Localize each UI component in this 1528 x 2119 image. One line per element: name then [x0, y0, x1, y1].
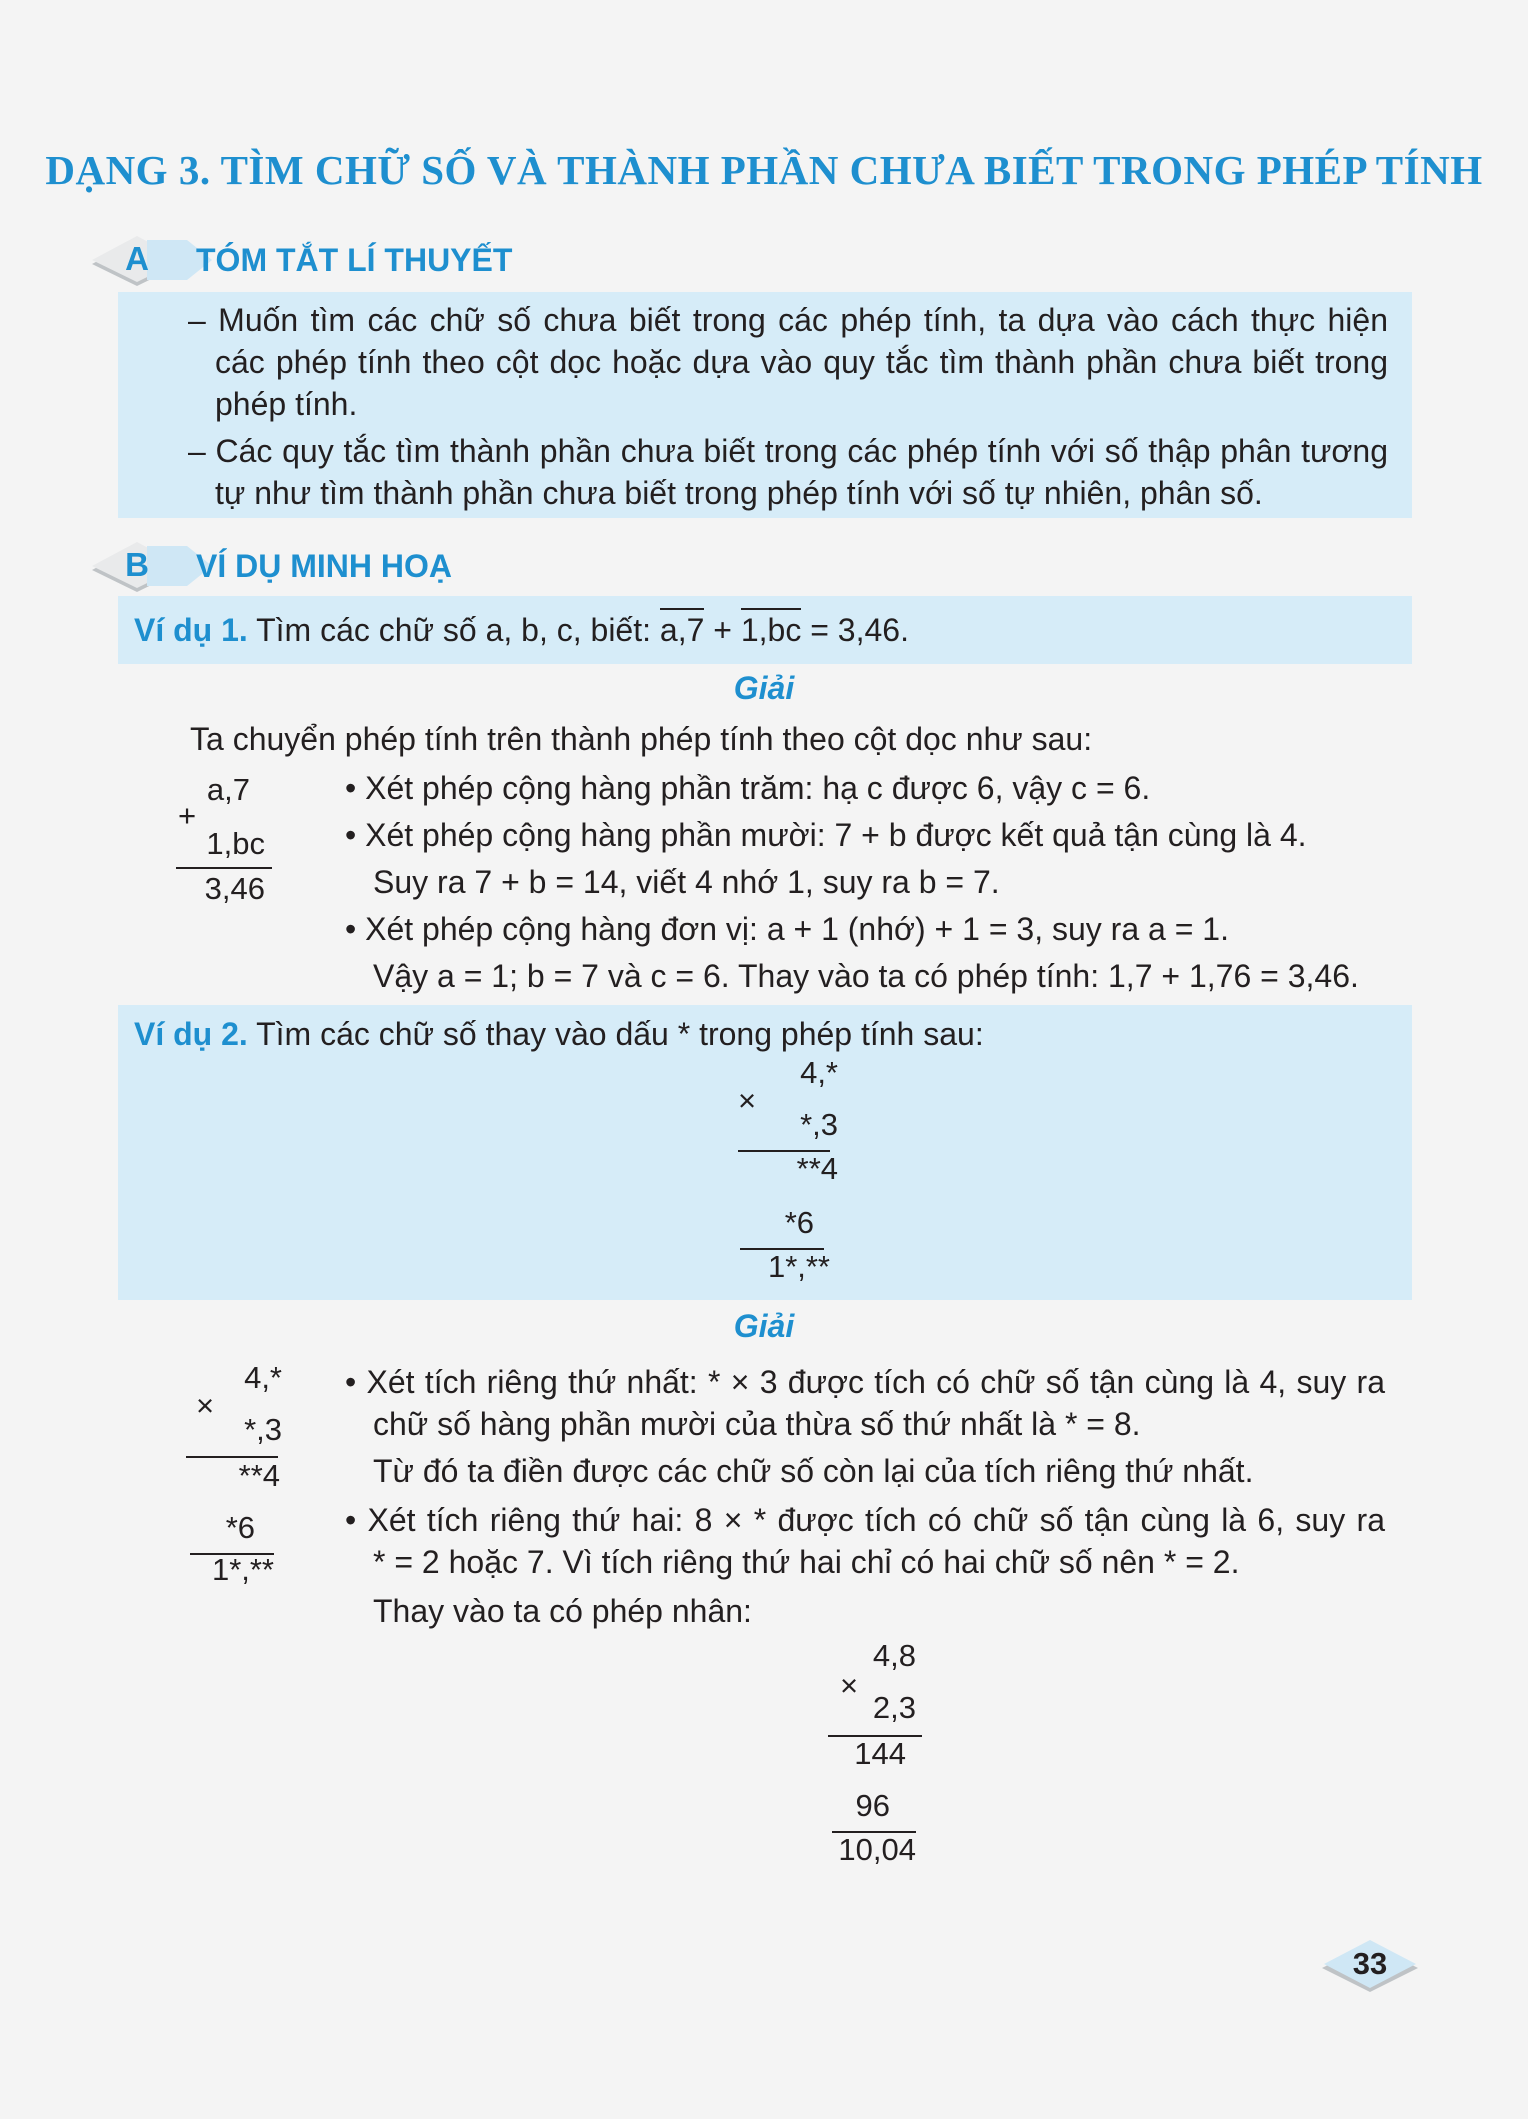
example-1-result: = 3,46. — [810, 612, 909, 648]
sol-mult-row-2: *,3 — [244, 1412, 282, 1447]
solution-1-line-5: Vậy a = 1; b = 7 và c = 6. Thay vào ta có phép tính: 1,7 + 1,76 = 3,46. — [373, 958, 1359, 994]
answer-operator: × — [840, 1668, 859, 1703]
solution-2-line-6: Thay vào ta có phép nhân: — [373, 1593, 752, 1629]
solution-2-line-5: * = 2 hoặc 7. Vì tích riêng thứ hai chỉ có hai chữ số nên * = 2. — [373, 1544, 1240, 1580]
theory-line-3: phép tính. — [215, 386, 358, 422]
sol-mult-partial-2: *6 — [225, 1510, 255, 1545]
solution-1-line-3: Suy ra 7 + b = 14, viết 4 nhớ 1, suy ra b = 7. — [373, 864, 1000, 900]
mult-partial-1: **4 — [796, 1151, 838, 1186]
sol-mult-operator: × — [196, 1388, 215, 1423]
solution-2-line-3: Từ đó ta điền được các chữ số còn lại của tích riêng thứ nhất. — [373, 1453, 1254, 1489]
example-2-statement — [134, 1013, 984, 1055]
solution-2-line-2: chữ số hàng phần mười của thừa số thứ nhất là * = 8. — [373, 1406, 1141, 1442]
theory-line-2: các phép tính theo cột dọc hoặc dựa vào quy tắc tìm thành phần chưa biết trong — [215, 344, 1388, 380]
theory-line-1: – Muốn tìm các chữ số chưa biết trong các phép tính, ta dựa vào cách thực hiện — [188, 302, 1388, 338]
section-a-label: TÓM TẮT LÍ THUYẾT — [196, 242, 513, 278]
example-1-term-1: a,7 — [660, 608, 704, 648]
section-b-label: VÍ DỤ MINH HOẠ — [196, 548, 452, 584]
sol-mult-product: 1*,** — [211, 1552, 274, 1587]
addition-column — [170, 768, 280, 918]
mult-operator: × — [738, 1083, 757, 1118]
page-title: DẠNG 3. TÌM CHỮ SỐ VÀ THÀNH PHẦN CHƯA BIẾT TRONG PHÉP TÍNH — [45, 147, 1483, 193]
page-number-badge — [1320, 1938, 1420, 1992]
page-number: 33 — [1352, 1946, 1388, 1981]
example-2-multiplication — [718, 1055, 838, 1295]
theory-box — [118, 292, 1412, 518]
mult-partial-2: *6 — [784, 1205, 814, 1240]
addition-rule — [176, 867, 272, 869]
theory-line-4: – Các quy tắc tìm thành phần chưa biết trong các phép tính với số thập phân tương — [188, 433, 1388, 469]
solution-1-line-4: • Xét phép cộng hàng đơn vị: a + 1 (nhớ) + 1 = 3, suy ra a = 1. — [345, 911, 1229, 947]
example-1-statement — [134, 609, 909, 651]
example-1-text: Tìm các chữ số a, b, c, biết: — [256, 612, 651, 648]
answer-partial-1: 144 — [854, 1736, 906, 1771]
answer-product: 10,04 — [838, 1832, 916, 1867]
solution-1-line-2: • Xét phép cộng hàng phần mười: 7 + b được kết quả tận cùng là 4. — [345, 817, 1307, 853]
solution-2-line-1: • Xét tích riêng thứ nhất: * × 3 được tích có chữ số tận cùng là 4, suy ra — [345, 1364, 1385, 1400]
solution-1-heading: Giải — [733, 670, 795, 706]
section-a-letter: A — [125, 240, 149, 277]
addition-row-1: a,7 — [206, 772, 250, 807]
example-2-text: Tìm các chữ số thay vào dấu * trong phép tính sau: — [256, 1016, 984, 1052]
answer-row-2: 2,3 — [872, 1690, 916, 1725]
solution-2-multiplication — [180, 1360, 290, 1600]
solution-2-heading: Giải — [733, 1308, 795, 1344]
addition-operator: + — [178, 798, 197, 833]
sol-mult-partial-1: **4 — [238, 1458, 280, 1493]
addition-sum: 3,46 — [204, 871, 265, 906]
solution-1-intro: Ta chuyển phép tính trên thành phép tính theo cột dọc như sau: — [190, 721, 1093, 757]
theory-line-5: tự như tìm thành phần chưa biết trong phép tính với số tự nhiên, phân số. — [215, 475, 1263, 511]
section-b-letter: B — [125, 546, 149, 583]
example-1-plus: + — [713, 612, 732, 648]
answer-row-1: 4,8 — [872, 1638, 916, 1673]
mult-product: 1*,** — [767, 1249, 830, 1284]
answer-multiplication — [820, 1638, 940, 1878]
solution-2-line-4: • Xét tích riêng thứ hai: 8 × * được tích có chữ số tận cùng là 6, suy ra — [345, 1502, 1385, 1538]
example-1-term-2: 1,bc — [741, 608, 801, 648]
example-2-label: Ví dụ 2. — [134, 1016, 248, 1052]
solution-1-line-1: • Xét phép cộng hàng phần trăm: hạ c được 6, vậy c = 6. — [345, 770, 1151, 806]
answer-partial-2: 96 — [855, 1788, 890, 1823]
example-1-label: Ví dụ 1. — [134, 612, 248, 648]
example-2-box — [118, 1005, 1412, 1300]
mult-row-1: 4,* — [800, 1055, 838, 1090]
addition-row-2: 1,bc — [206, 826, 265, 861]
sol-mult-row-1: 4,* — [244, 1360, 282, 1395]
example-1-box — [118, 596, 1412, 664]
mult-row-2: *,3 — [800, 1107, 838, 1142]
